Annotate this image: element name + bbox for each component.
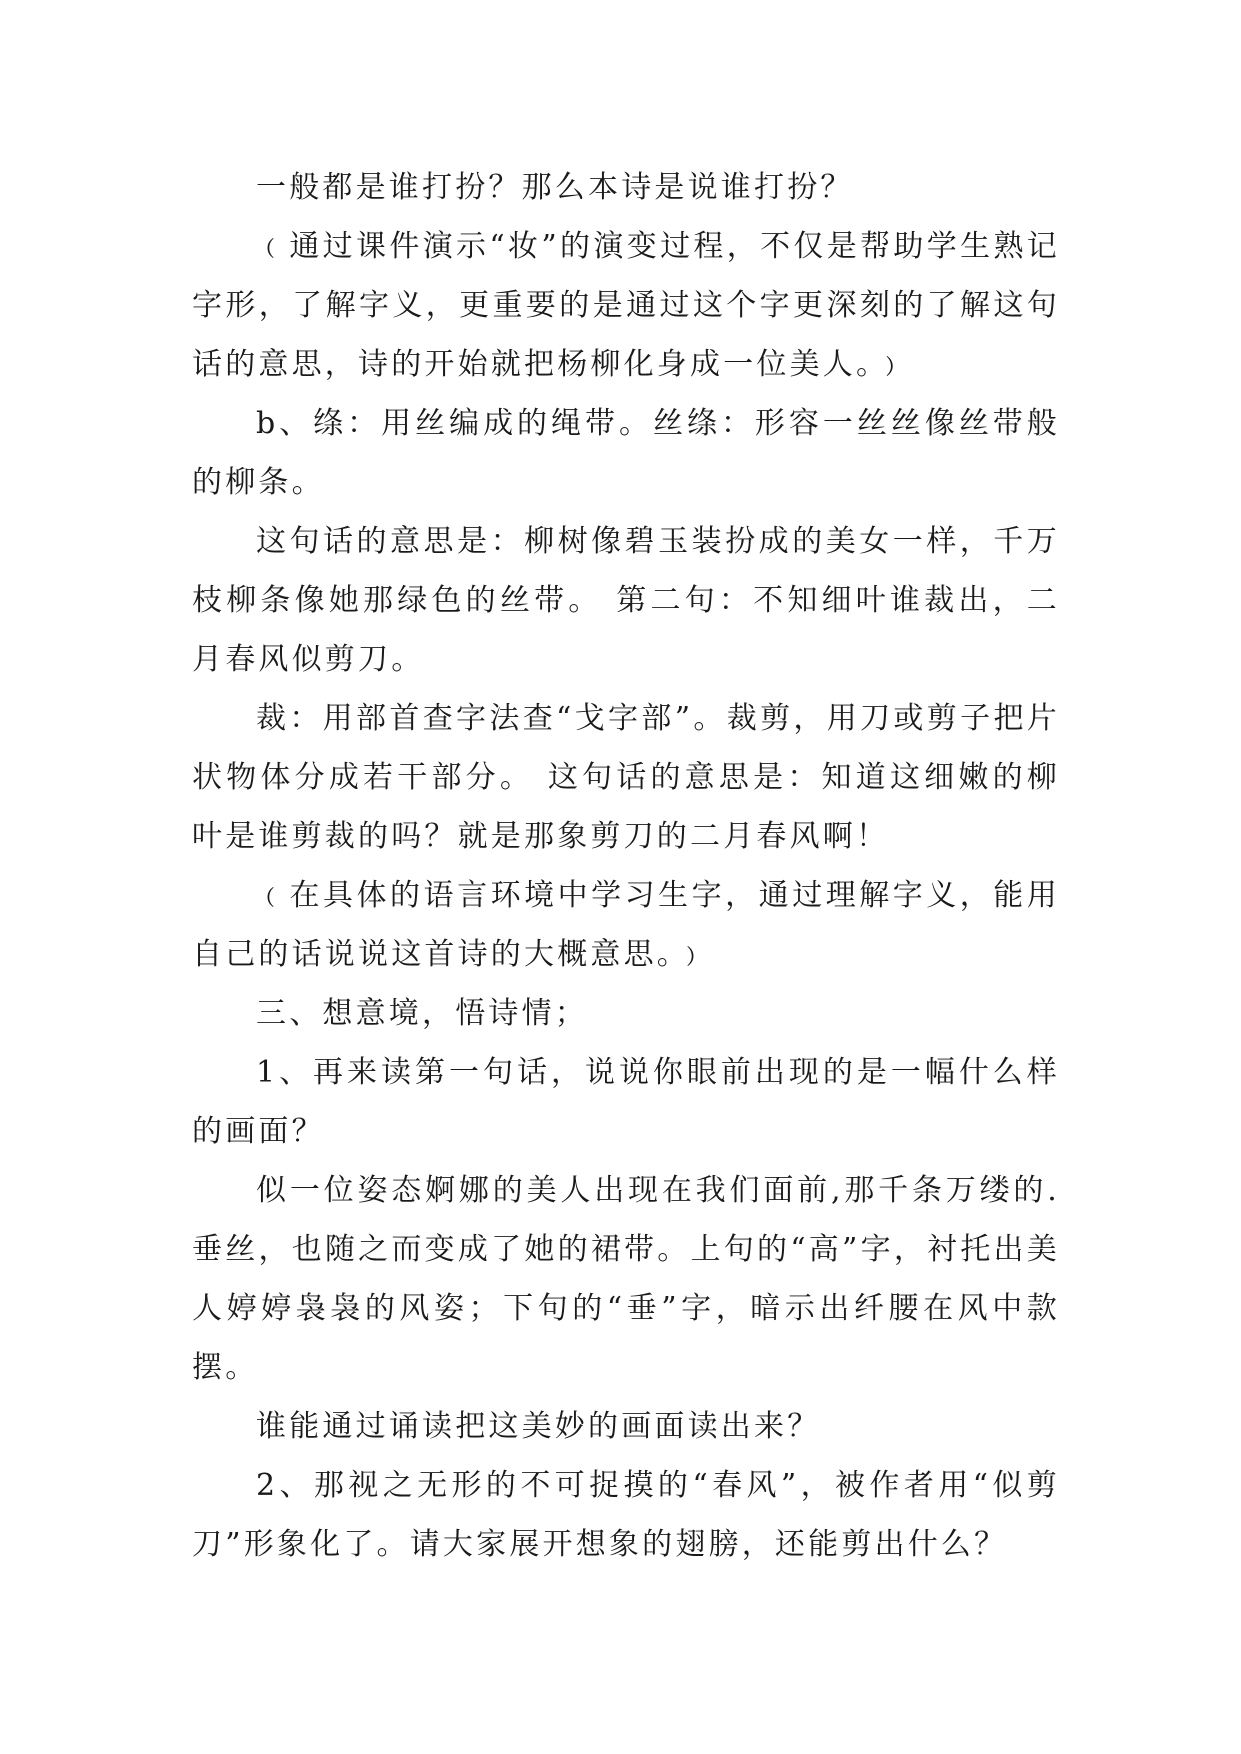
document-body bbox=[192, 158, 1060, 1574]
paragraph-10: 谁能通过诵读把这美妙的画面读出来？ bbox=[256, 1409, 821, 1444]
paragraph-4: 这句话的意思是：柳树像碧玉装扮成的美女一样，千万枝柳条像她那绿色的丝带。 第二句：不知细叶谁裁出，二月春风似剪刀。 bbox=[192, 524, 1060, 677]
paragraph-3: b、绦：用丝编成的绳带。丝绦：形容一丝丝像丝带般的柳条。 bbox=[192, 406, 1060, 500]
paragraph-6: ﹙在具体的语言环境中学习生字，通过理解字义，能用自己的话说说这首诗的大概意思。﹚ bbox=[192, 878, 1060, 972]
paragraph-11: 2、那视之无形的不可捉摸的“春风”，被作者用“似剪刀”形象化了。请大家展开想象的翅膀，还能剪出什么？ bbox=[192, 1468, 1060, 1562]
paragraph-9: 似一位姿态婀娜的美人出现在我们面前,那千条万缕的.垂丝，也随之而变成了她的裙带。上句的“高”字，衬托出美人婷婷袅袅的风姿；下句的“垂”字，暗示出纤腰在风中款摆。 bbox=[192, 1173, 1060, 1385]
paragraph-5: 裁：用部首查字法查“戈字部”。裁剪，用刀或剪子把片状物体分成若干部分。 这句话的意思是：知道这细嫩的柳叶是谁剪裁的吗？就是那象剪刀的二月春风啊！ bbox=[192, 701, 1060, 854]
paragraph-2: ﹙通过课件演示“妆”的演变过程，不仅是帮助学生熟记字形，了解字义，更重要的是通过这个字更深刻的了解这句话的意思，诗的开始就把杨柳化身成一位美人。﹚ bbox=[192, 229, 1060, 382]
paragraph-8: 1、再来读第一句话，说说你眼前出现的是一幅什么样的画面？ bbox=[192, 1055, 1060, 1149]
paragraph-7: 三、想意境，悟诗情； bbox=[256, 996, 588, 1031]
paragraph-1: 一般都是谁打扮？那么本诗是说谁打扮？ bbox=[256, 170, 854, 205]
